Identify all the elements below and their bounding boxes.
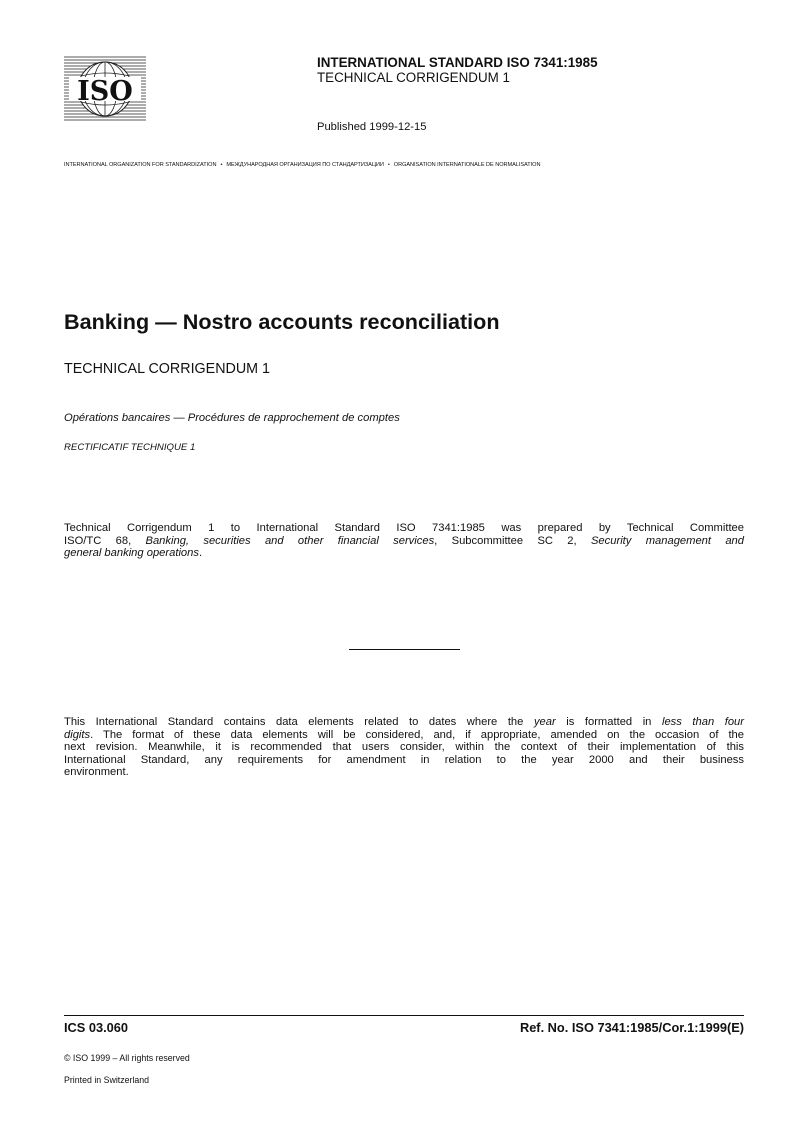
iso-logo [64, 55, 146, 123]
committee-name: Banking, securities and other financial services [145, 534, 435, 547]
year-2000-notice [64, 716, 744, 779]
document-title: Banking — Nostro accounts reconciliation [64, 309, 500, 334]
ics-code: ICS 03.060 [64, 1020, 129, 1035]
text-run: This International Standard contains data elements related to dates where the [64, 716, 534, 728]
organization-line [64, 162, 743, 169]
standard-title: INTERNATIONAL STANDARD ISO 7341:1985 [317, 55, 598, 70]
french-title: Opérations bancaires — Procédures de rapprochement de comptes [64, 412, 400, 424]
header-corrigendum: TECHNICAL CORRIGENDUM 1 [317, 70, 510, 85]
emphasis: digits [64, 728, 91, 741]
french-corrigendum: RECTIFICATIF TECHNIQUE 1 [64, 442, 196, 453]
copyright-notice: © ISO 1999 – All rights reserved [64, 1053, 190, 1063]
text-run: ISO/TC 68, [64, 534, 146, 547]
paragraph-line: Technical Corrigendum 1 to International Standard ISO 7341:1985 was prepared by Technical Committee [64, 522, 744, 534]
emphasis: less than four [661, 716, 744, 728]
subcommittee-name: general banking operations [64, 547, 199, 560]
section-divider [349, 649, 460, 650]
document-corrigendum: TECHNICAL CORRIGENDUM 1 [64, 361, 270, 377]
iso-logo-graphic [64, 55, 146, 123]
iso-logo-text: ISO [77, 76, 133, 107]
paragraph-line [64, 547, 744, 560]
text-run: is formatted in [555, 716, 662, 728]
emphasis: year [533, 716, 556, 728]
org-name-english: INTERNATIONAL ORGANIZATION FOR STANDARDIZATION [64, 162, 217, 168]
printed-notice: Printed in Switzerland [64, 1075, 150, 1085]
text-run: , Subcommittee SC 2, [434, 534, 591, 547]
paragraph-line [64, 535, 744, 548]
bullet-separator: • [220, 162, 223, 168]
published-date: Published 1999-12-15 [317, 121, 427, 133]
org-name-french: ORGANISATION INTERNATIONALE DE NORMALISATION [393, 162, 541, 168]
preparation-paragraph [64, 522, 744, 560]
paragraph-line [64, 729, 744, 742]
footer-rule [64, 1015, 744, 1016]
text-run: . The format of these data elements will be considered, and, if appropriate, amended on the occasion of the [90, 728, 744, 741]
paragraph-line [64, 716, 744, 729]
paragraph-line: next revision. Meanwhile, it is recommended that users consider, within the context of their implementation of this [64, 741, 744, 754]
bullet-separator: • [387, 162, 390, 168]
text-run: . [198, 547, 203, 560]
org-name-russian: МЕЖДУНАРОДНАЯ ОРГАНИЗАЦИЯ ПО СТАНДАРТИЗАЦИИ [226, 162, 384, 168]
subcommittee-name: Security management and [590, 534, 744, 547]
paragraph-line: environment. [64, 766, 129, 779]
paragraph-line: International Standard, any requirements for amendment in relation to the year 2000 and their business [64, 753, 744, 766]
reference-number: Ref. No. ISO 7341:1985/Cor.1:1999(E) [519, 1020, 744, 1035]
